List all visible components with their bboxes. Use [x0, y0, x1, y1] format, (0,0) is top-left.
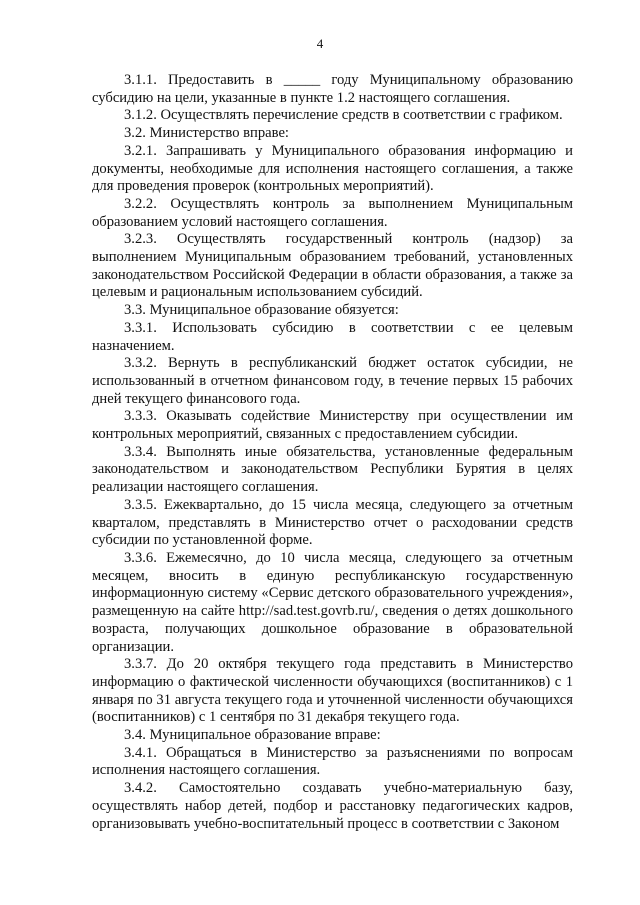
paragraph-3-4: 3.4. Муниципальное образование вправе: — [124, 727, 381, 744]
paragraph-3-3-6: 3.3.6. Ежемесячно, до 10 числа месяца, следующего за отчетным месяцем, вносить в единую республиканскую государственную информационную систему «Сервис детского образовательного учреждения», размещенную на сайте http://sad.test.govrb.ru/, сведения о детях дошкольного возраста, получающих дошкольное образование в образовательной организации. — [92, 549, 573, 655]
paragraph-3-4-1: 3.4.1. Обращаться в Министерство за разъяснениями по вопросам исполнения настоящего соглашения. — [92, 744, 573, 779]
document-body — [92, 72, 573, 833]
paragraph-3-3-7: 3.3.7. До 20 октября текущего года представить в Министерство информацию о фактической численности обучающихся (воспитанников) с 1 января по 31 августа текущего года и уточненной численности обучающихся (воспитанников) с 1 сентября по 31 декабря текущего года. — [92, 656, 573, 726]
paragraph-3-1-2: 3.1.2. Осуществлять перечисление средств в соответствии с графиком. — [124, 107, 563, 124]
paragraph-3-2: 3.2. Министерство вправе: — [124, 125, 289, 142]
paragraph-3-3-1: 3.3.1. Использовать субсидию в соответствии с ее целевым назначением. — [92, 319, 573, 354]
paragraph-3-2-3: 3.2.3. Осуществлять государственный контроль (надзор) за выполнением Муниципальным образованием требований, установленных законодательством Российской Федерации в области образования, а также за целевым и рациональным использованием субсидий. — [92, 231, 573, 301]
paragraph-3-3: 3.3. Муниципальное образование обязуется: — [124, 302, 399, 319]
paragraph-3-1-1: 3.1.1. Предоставить в _____ году Муниципальному образованию субсидию на цели, указанные в пункте 1.2 настоящего соглашения. — [92, 72, 573, 106]
paragraph-3-3-3: 3.3.3. Оказывать содействие Министерству при осуществлении им контрольных мероприятий, связанных с предоставлением субсидии. — [92, 408, 573, 443]
page-number: 4 — [316, 36, 324, 51]
paragraph-3-3-5: 3.3.5. Ежеквартально, до 15 числа месяца, следующего за отчетным кварталом, представлять в Министерство отчет о расходовании средств субсидии по установленной форме. — [92, 496, 573, 549]
paragraph-3-2-2: 3.2.2. Осуществлять контроль за выполнением Муниципальным образованием условий настоящего соглашения. — [92, 195, 573, 230]
paragraph-3-4-2: 3.4.2. Самостоятельно создавать учебно-материальную базу, осуществлять набор детей, подбор и расстановку педагогических кадров, организовывать учебно-воспитательный процесс в соответствии с Законом — [92, 780, 573, 832]
paragraph-3-2-1: 3.2.1. Запрашивать у Муниципального образования информацию и документы, необходимые для исполнения настоящего соглашения, а также для проведения проверок (контрольных мероприятий). — [92, 142, 573, 195]
paragraph-3-3-4: 3.3.4. Выполнять иные обязательства, установленные федеральным законодательством и законодательством Республики Бурятия в целях реализации настоящего соглашения. — [92, 443, 573, 496]
paragraph-3-3-2: 3.3.2. Вернуть в республиканский бюджет остаток субсидии, не использованный в отчетном финансовом году, в течение первых 15 рабочих дней текущего финансового года. — [92, 355, 573, 407]
